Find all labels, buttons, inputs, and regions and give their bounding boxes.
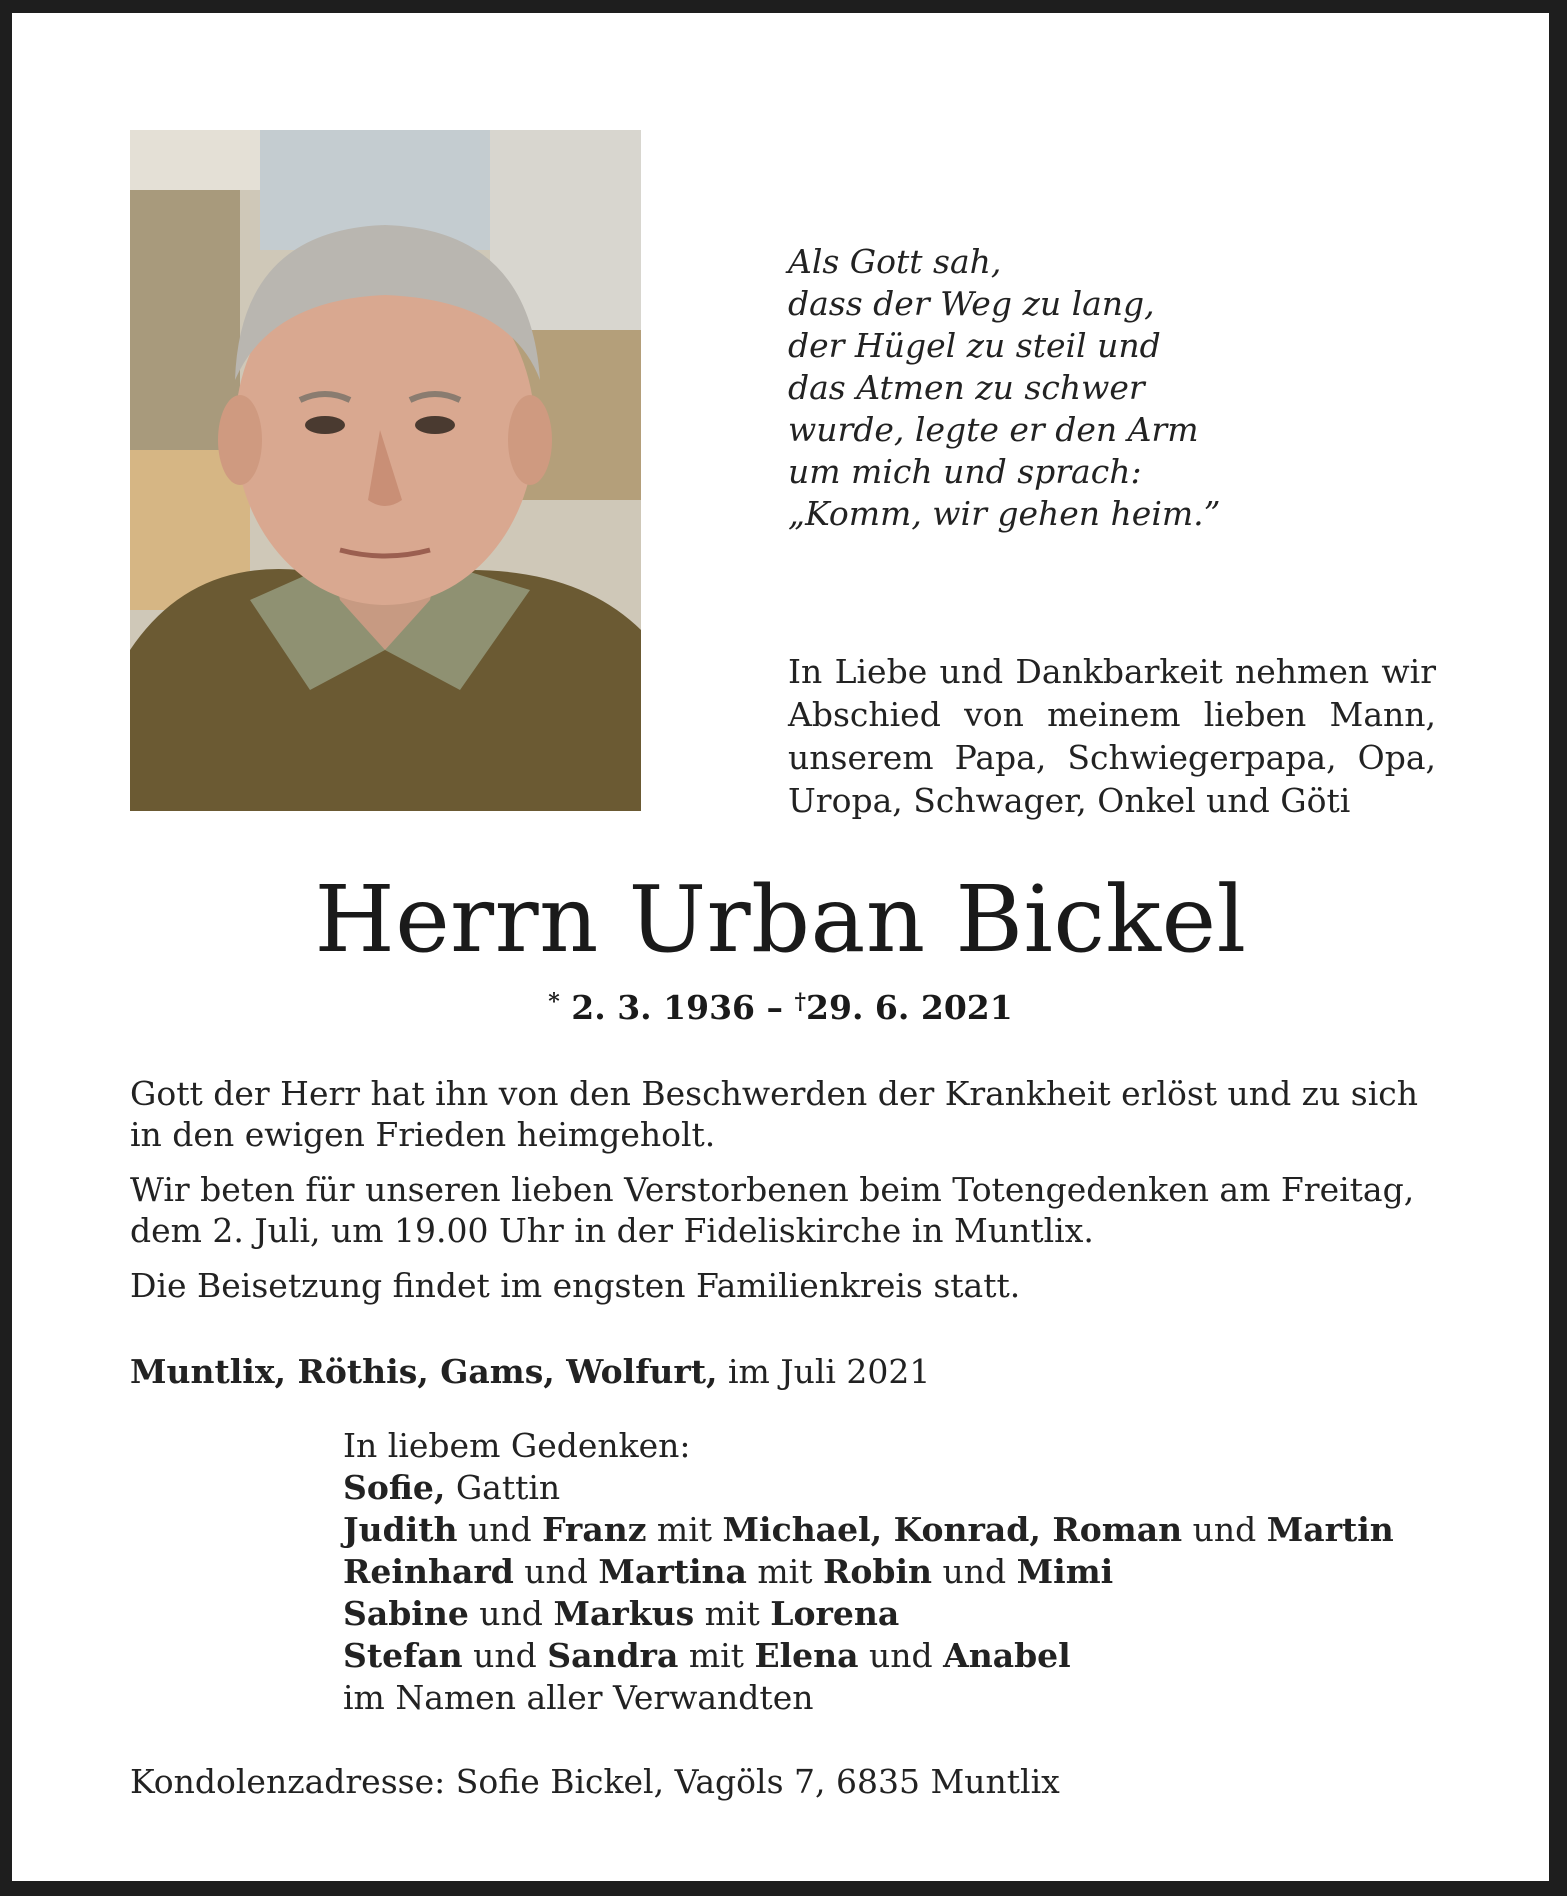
family-member-name: Michael, Konrad, Roman bbox=[722, 1510, 1183, 1549]
place-and-date bbox=[130, 1351, 930, 1392]
family-member-name: Elena bbox=[754, 1636, 859, 1675]
poem-line: das Atmen zu schwer bbox=[788, 368, 1145, 407]
family-connector: und bbox=[462, 1636, 548, 1675]
family-member-name: Judith bbox=[343, 1510, 458, 1549]
family-connector: und bbox=[468, 1594, 554, 1633]
family-connector: mit bbox=[646, 1510, 723, 1549]
family-connector: mit bbox=[746, 1552, 823, 1591]
family-connector: und bbox=[457, 1510, 543, 1549]
condolence-address: Kondolenzadresse: Sofie Bickel, Vagöls 7, 6835 Muntlix bbox=[130, 1762, 1060, 1801]
death-date: 29. 6. 2021 bbox=[806, 988, 1013, 1027]
life-dates bbox=[12, 988, 1549, 1027]
deceased-name: Herrn Urban Bickel bbox=[314, 866, 1247, 973]
family-connector: und bbox=[1182, 1510, 1267, 1549]
family-line bbox=[343, 1593, 1394, 1635]
intro-text: In Liebe und Dankbarkeit nehmen wir Abschied von meinem lieben Mann, unserem Papa, Schwiegerpapa, Opa, Uropa, Schwager, Onkel und Göti bbox=[788, 652, 1436, 820]
poem-line: dass der Weg zu lang, bbox=[788, 284, 1155, 323]
family-line bbox=[343, 1467, 1394, 1509]
family-connector: mit bbox=[694, 1594, 771, 1633]
announcement-body bbox=[130, 1073, 1440, 1320]
family-member-name: Reinhard bbox=[343, 1552, 514, 1591]
family-member-name: Franz bbox=[542, 1510, 647, 1549]
family-connector: Gattin bbox=[445, 1468, 561, 1507]
poem-line: der Hügel zu steil und bbox=[788, 326, 1161, 365]
place-date: im Juli 2021 bbox=[717, 1352, 931, 1391]
family-member-name: Sofie, bbox=[343, 1468, 446, 1507]
family-member-name: Anabel bbox=[943, 1636, 1071, 1675]
family-member-name: Lorena bbox=[770, 1594, 900, 1633]
family-lines bbox=[343, 1467, 1394, 1677]
family-member-name: Martina bbox=[598, 1552, 747, 1591]
poem bbox=[788, 241, 1221, 535]
paragraph: Die Beisetzung findet im engsten Familienkreis statt. bbox=[130, 1266, 1021, 1305]
family-list bbox=[343, 1425, 1394, 1719]
obituary-sheet bbox=[12, 13, 1549, 1881]
family-member-name: Sabine bbox=[343, 1594, 469, 1633]
portrait-photo bbox=[130, 130, 641, 811]
family-member-name: Sandra bbox=[547, 1636, 679, 1675]
poem-line: wurde, legte er den Arm bbox=[788, 410, 1199, 449]
paragraph: Gott der Herr hat ihn von den Beschwerden der Krankheit erlöst und zu sich in den ewigen Frieden heimgeholt. bbox=[130, 1074, 1419, 1154]
family-member-name: Robin bbox=[822, 1552, 933, 1591]
family-member-name: Markus bbox=[553, 1594, 695, 1633]
poem-line: um mich und sprach: bbox=[788, 452, 1142, 491]
family-member-name: Mimi bbox=[1016, 1552, 1114, 1591]
date-separator: – bbox=[766, 988, 784, 1027]
family-line bbox=[343, 1509, 1394, 1551]
poem-line: Als Gott sah, bbox=[788, 242, 1002, 281]
place-towns: Muntlix, Röthis, Gams, Wolfurt, bbox=[130, 1352, 718, 1391]
poem-line: „Komm, wir gehen heim.” bbox=[788, 494, 1221, 533]
birth-symbol: * bbox=[548, 989, 560, 1015]
portrait-illustration bbox=[130, 130, 641, 811]
family-member-name: Stefan bbox=[343, 1636, 463, 1675]
paragraph: Wir beten für unseren lieben Verstorbenen beim Totengedenken am Freitag, dem 2. Juli, um 19.00 Uhr in der Fideliskirche in Muntlix. bbox=[130, 1170, 1415, 1250]
birth-date: 2. 3. 1936 bbox=[571, 988, 756, 1027]
family-line bbox=[343, 1635, 1394, 1677]
family-connector: und bbox=[932, 1552, 1017, 1591]
family-heading: In liebem Gedenken: bbox=[343, 1426, 691, 1465]
death-symbol: † bbox=[794, 989, 807, 1015]
family-connector: und bbox=[513, 1552, 599, 1591]
family-line bbox=[343, 1551, 1394, 1593]
family-closing: im Namen aller Verwandten bbox=[343, 1678, 814, 1717]
family-member-name: Martin bbox=[1266, 1510, 1394, 1549]
family-connector: mit bbox=[678, 1636, 755, 1675]
family-connector: und bbox=[858, 1636, 944, 1675]
